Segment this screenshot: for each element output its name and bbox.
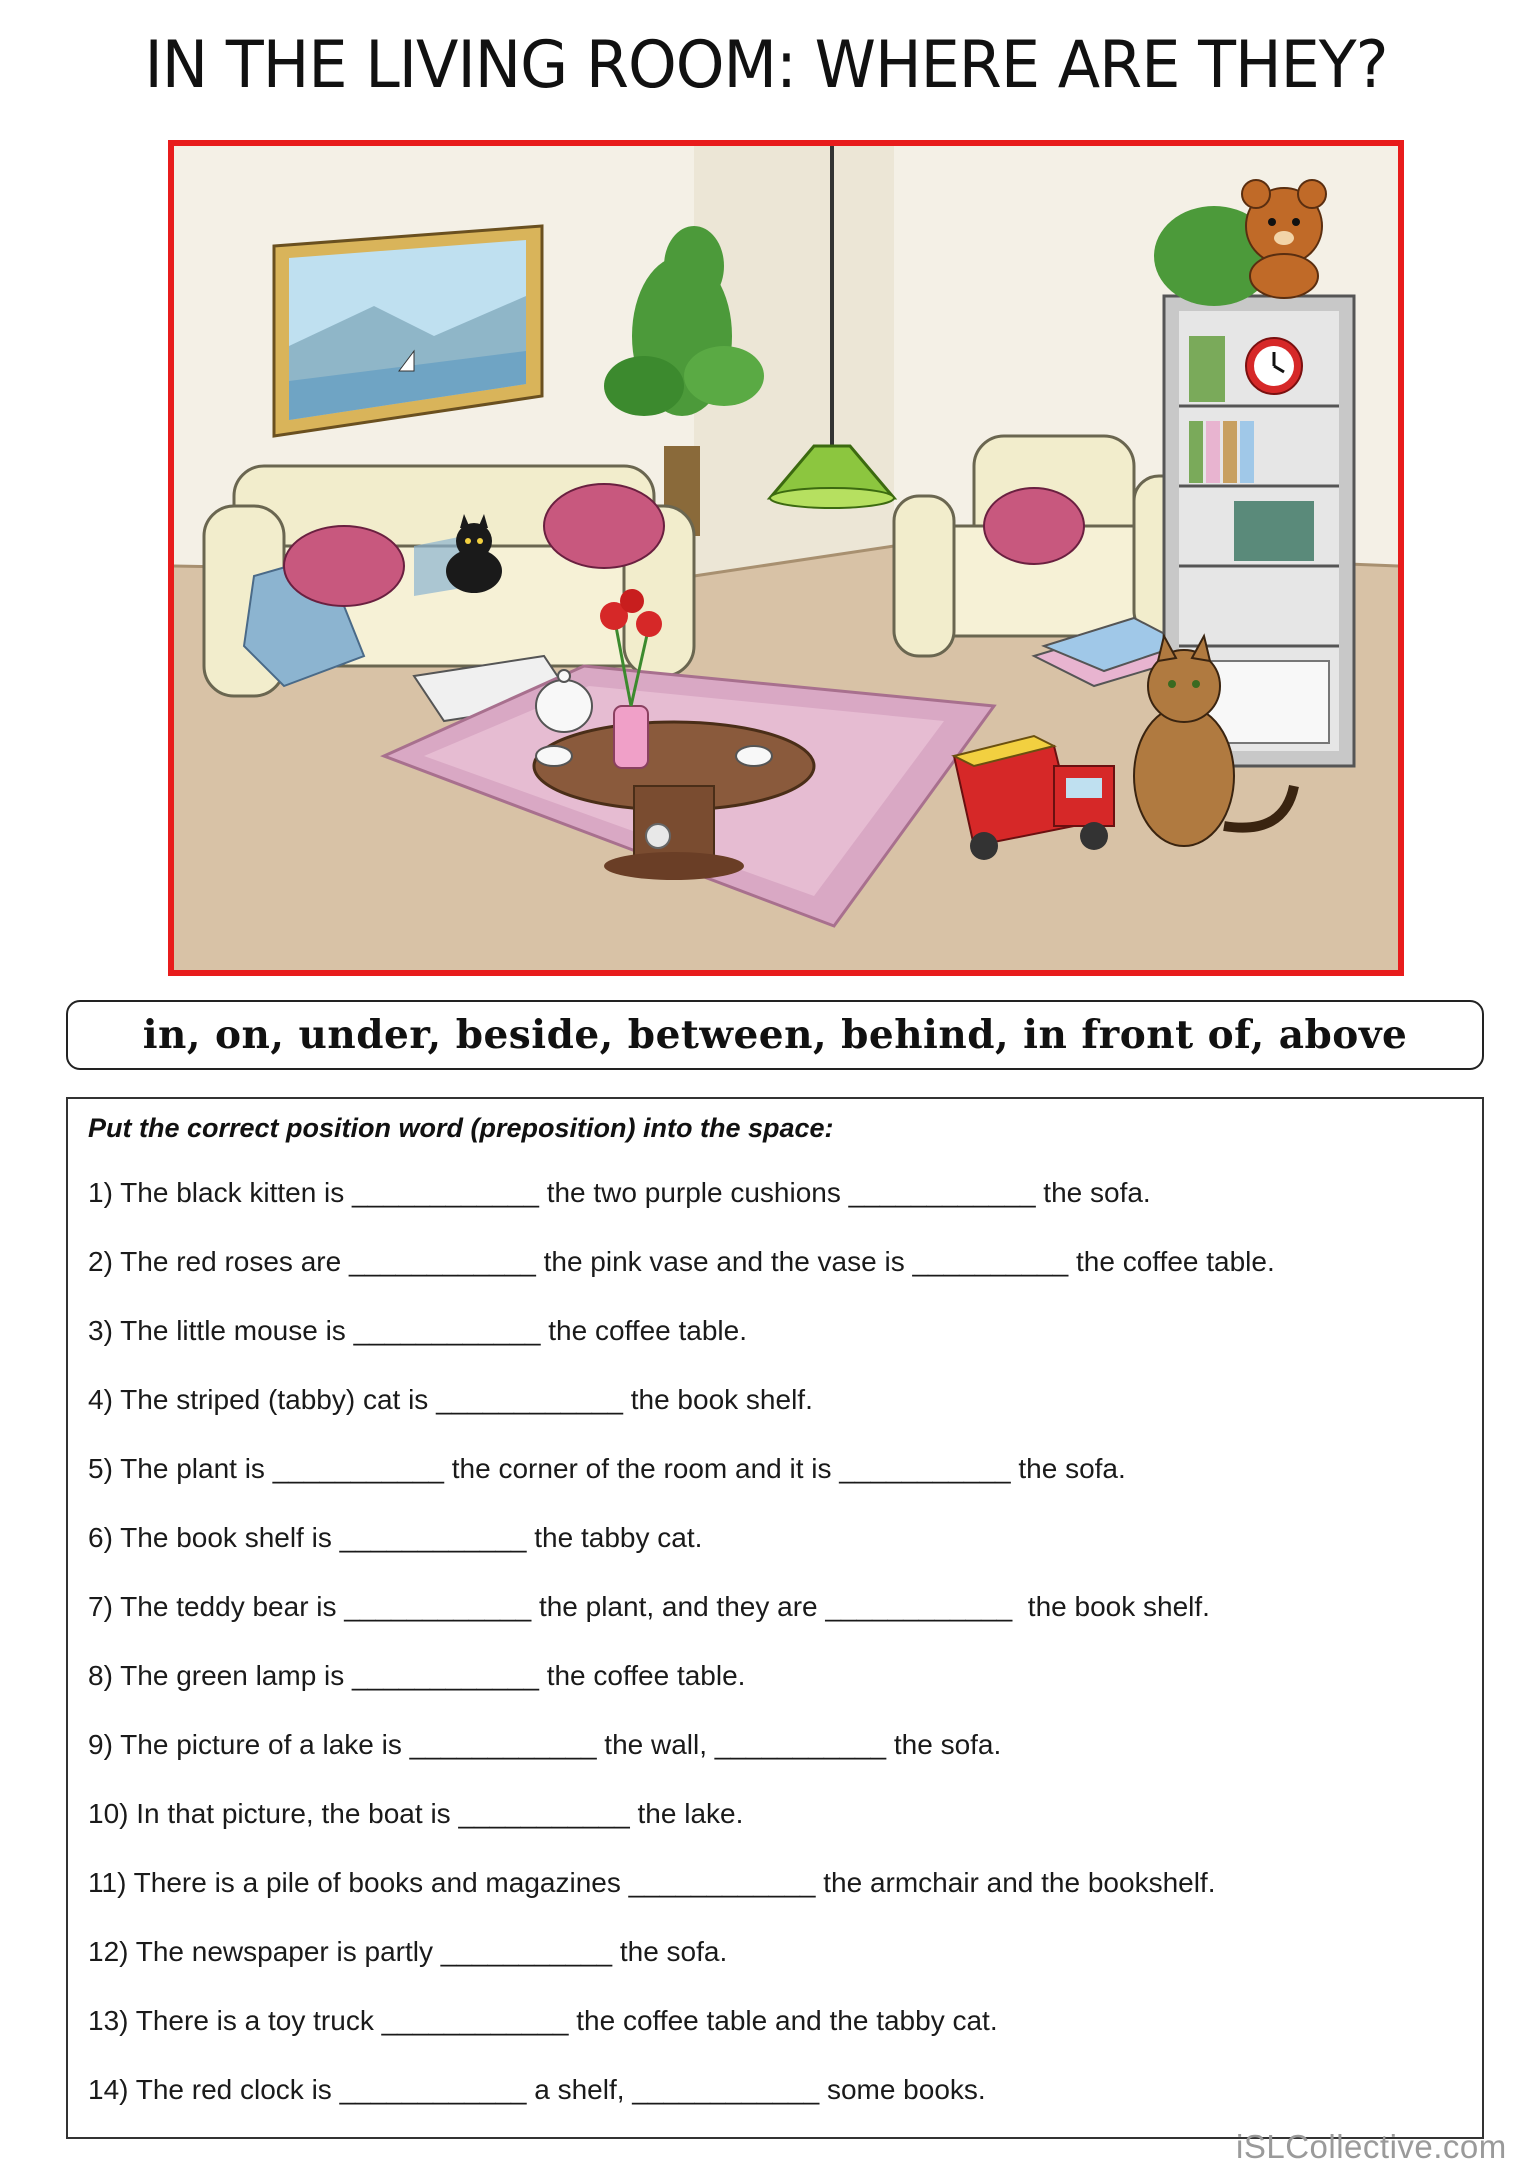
teddy-bear-icon xyxy=(1242,180,1326,298)
question-5: 5) The plant is ___________ the corner of the room and it is ___________ the sofa. xyxy=(88,1453,1126,1484)
question-4: 4) The striped (tabby) cat is ____________ the book shelf. xyxy=(88,1384,813,1415)
cushion-armchair-icon xyxy=(984,488,1084,564)
mouse-icon xyxy=(646,824,670,848)
instruction-text: Put the correct position word (preposition) into the space: xyxy=(88,1113,834,1143)
pink-vase-icon xyxy=(614,706,648,768)
question-6: 6) The book shelf is ____________ the tabby cat. xyxy=(88,1522,703,1553)
question-1: 1) The black kitten is ____________ the two purple cushions ____________ the sofa. xyxy=(88,1177,1151,1208)
cup-icon xyxy=(736,746,772,766)
living-room-drawing xyxy=(174,146,1398,970)
question-8: 8) The green lamp is ____________ the coffee table. xyxy=(88,1660,746,1691)
worksheet-title: IN THE LIVING ROOM: WHERE ARE THEY? xyxy=(144,26,1388,103)
question-12: 12) The newspaper is partly ___________ the sofa. xyxy=(88,1936,728,1967)
cushion-left-icon xyxy=(284,526,404,606)
question-14: 14) The red clock is ____________ a shelf, ____________ some books. xyxy=(88,2074,986,2105)
cup-icon xyxy=(536,746,572,766)
question-9: 9) The picture of a lake is ____________ the wall, ___________ the sofa. xyxy=(88,1729,1002,1760)
question-10: 10) In that picture, the boat is ___________ the lake. xyxy=(88,1798,744,1829)
exercise-box xyxy=(66,1097,1484,2139)
living-room-illustration xyxy=(168,140,1404,976)
word-bank: in, on, under, beside, between, behind, in front of, above xyxy=(66,1000,1484,1070)
question-7: 7) The teddy bear is ____________ the plant, and they are ____________ the book shelf. xyxy=(88,1591,1210,1622)
red-clock-icon xyxy=(1246,338,1302,394)
question-11: 11) There is a pile of books and magazines ____________ the armchair and the bookshelf. xyxy=(88,1867,1216,1898)
question-13: 13) There is a toy truck ____________ the coffee table and the tabby cat. xyxy=(88,2005,998,2036)
cushion-right-icon xyxy=(544,484,664,568)
question-2: 2) The red roses are ____________ the pink vase and the vase is __________ the coffee table. xyxy=(88,1246,1275,1277)
watermark: iSLCollective.com xyxy=(1236,2128,1507,2165)
question-3: 3) The little mouse is ____________ the coffee table. xyxy=(88,1315,747,1346)
